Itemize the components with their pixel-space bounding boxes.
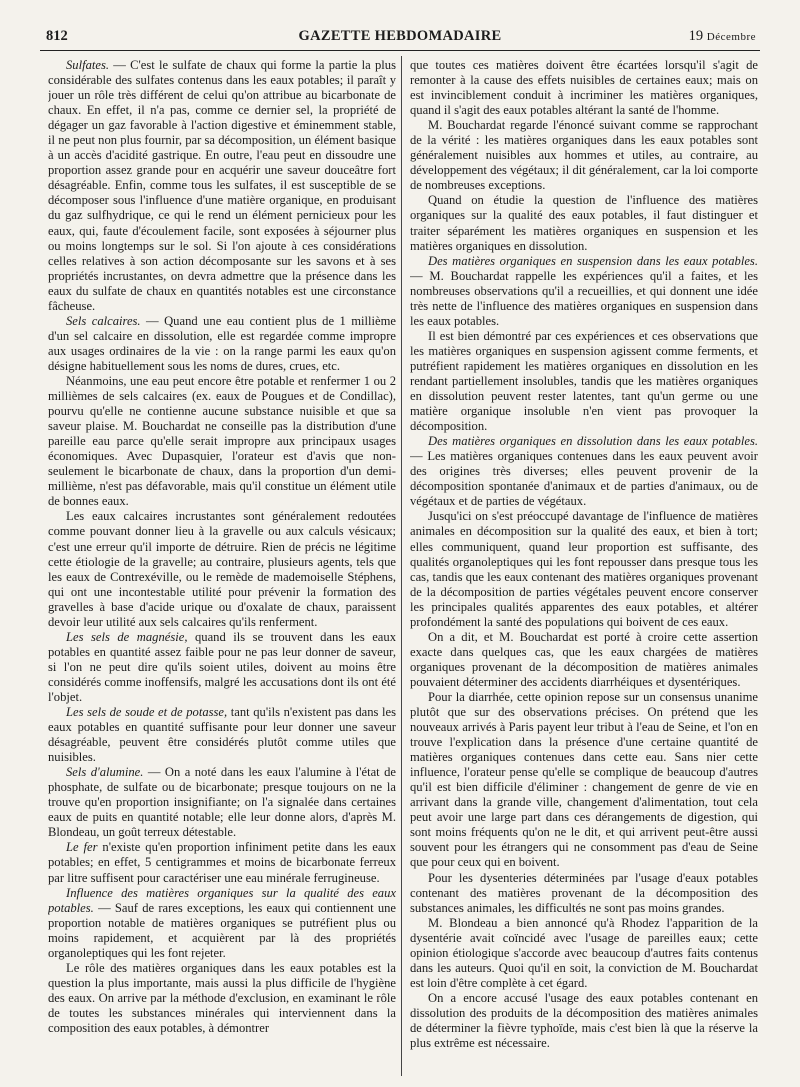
paragraph: M. Blondeau a bien annoncé qu'à Rhodez l'apparition de la dysentérie avait coïncidé avec l'usage de pareilles eaux; cette opinion étiologique s'accorde avec beaucoup d'autres faits contenus dans les auteurs. Quoi qu'il en soit, la conviction de M. Bouchardat est loin d'être complète à cet égard. <box>410 915 758 990</box>
paragraph: Sels calcaires. — Quand une eau contient plus de 1 millième d'un sel calcaire en dissolution, elle est regardée comme impropre aux usages ordinaires de la vie : on la range parmi les eaux qu'on désigne habituellement sous les noms de dures, crues, etc. <box>48 313 396 373</box>
paragraph: Les sels de magnésie, quand ils se trouvent dans les eaux potables en quantité assez faible pour ne pas leur donner de saveur, si l'on ne peut dire qu'ils soient utiles, doivent au moins être considérés comme inoffensifs, malgré les accusations dont ils ont été l'objet. <box>48 629 396 704</box>
paragraph: Sulfates. — C'est le sulfate de chaux qui forme la partie la plus considérable des sulfates contenus dans les eaux potables; il paraît y jouer un rôle très différent de celui qu'on attribue au bicarbonate de chaux. En effet, il n'a pas, comme ce dernier sel, la propriété de dégager un gaz favorable à l'action digestive et éminemment stable, il ne peut non plus fournir, par sa décomposition, un élément basique à un accès d'acidité gastrique. En outre, l'eau peut en dissoudre une proportion assez grande pour en acquérir une saveur douceâtre fort désagréable. Enfin, comme tous les sulfates, il est susceptible de se décomposer sous l'influence d'une matière organique, en produisant du gaz sulfhydrique, ce qui le rend un élément pernicieux pour les eaux, qui, faute d'écoulement facile, sont exposées à séjourner plus ou moins longtemps sur le sol. Si l'on ajoute à ces considérations celles relatives à son action décomposante sur les savons et à ses propriétés incrustantes, on devra admettre que la présence dans les eaux du sulfate de chaux en quantités notables est une circonstance fâcheuse. <box>48 58 396 313</box>
paragraph: Néanmoins, une eau peut encore être potable et renfermer 1 ou 2 millièmes de sels calcaires (ex. eaux de Pougues et de Condillac), pourvu qu'elle ne contienne aucune substance nuisible et que sa saveur plaise. M. Bouchardat ne conseille pas la distribution d'une pareille eau parce qu'elle serait impropre aux principaux usages économiques. Avec Dupasquier, l'orateur est d'avis que non-seulement le bicarbonate de chaux, dans la proportion d'un demi-millième, n'est pas défavorable, mais qu'il constitue un élément utile de bonnes eaux. <box>48 373 396 509</box>
page-number: 812 <box>46 28 68 44</box>
header-rule <box>40 50 760 51</box>
paragraph: Les eaux calcaires incrustantes sont généralement redoutées comme pouvant donner lieu à la gravelle ou aux calculs vésicaux; c'est une erreur qu'il importe de détruire. Rien de précis ne légitime cette étiologie de la gravelle; au contraire, plusieurs agents, tels que les eaux de Contrexéville, ou le remède de mademoiselle Stéphens, qui ont une incontestable utilité pour prévenir la formation des gravelles à base d'acide urique ou d'oxalate de chaux, paraissent devoir leur utilité aux sels calcaires qu'ils renferment. <box>48 509 396 629</box>
left-column <box>48 58 396 1073</box>
issue-month: Décembre <box>706 31 756 43</box>
paragraph: Pour la diarrhée, cette opinion repose sur un consensus unanime plutôt que sur des observations précises. On prétend que les nouveaux arrivés à Paris payent leur tribut à l'eau de Seine, et l'on en trouve l'explication dans la présence d'une certaine quantité de matières organiques contenues dans cette eau. Sans nier cette influence, l'orateur pense qu'elle se complique de beaucoup d'autres qu'il est bien difficile d'éliminer : changement de genre de vie en arrivant dans la grande ville, changement d'alimentation, tout cela peut avoir une large part dans ces dérangements de digestion, qui sont moins fréquents qu'on ne le dit, et qui arrivent peut-être aussi souvent pour les étrangers qui ne consomment pas d'eau de Seine que pour ceux qui en boivent. <box>410 689 758 870</box>
paragraph: Des matières organiques en dissolution dans les eaux potables. — Les matières organiques contenues dans les eaux peuvent avoir des origines très diverses; elles peuvent provenir de la décomposition spontanée d'animaux et de parties d'animaux, ou de végétaux et de parties de végétaux. <box>410 434 758 509</box>
paragraph: Quand on étudie la question de l'influence des matières organiques sur la qualité des eaux potables, il faut distinguer et traiter séparément les matières organiques en suspension et les matières organiques en dissolution. <box>410 193 758 253</box>
paragraph: M. Bouchardat regarde l'énoncé suivant comme se rapprochant de la vérité : les matières organiques dans les eaux potables sont généralement nuisibles aux hommes et utiles, au contraire, au développement des végétaux; il dit généralement, car la loi comporte de nombreuses exceptions. <box>410 118 758 193</box>
paragraph: Il est bien démontré par ces expériences et ces observations que les matières organiques en suspension agissent comme ferments, et putréfient rapidement les matières organiques en dissolution en les rendant partiellement insolubles, tandis que les matières organiques en dissolution peuvent rester latentes, tant qu'un germe ou une matière organique insoluble n'en vient pas provoquer la décomposition. <box>410 328 758 434</box>
paragraph: que toutes ces matières doivent être écartées lorsqu'il s'agit de remonter à la cause des effets nuisibles de certaines eaux; mais on est invinciblement conduit à incriminer les matières organiques, quand il s'agit des eaux potables altérant la santé de l'homme. <box>410 58 758 118</box>
issue-day: 19 <box>688 28 704 44</box>
issue-date <box>689 28 756 45</box>
paragraph: On a encore accusé l'usage des eaux potables contenant en dissolution des produits de la décomposition des matières animales de déterminer la fièvre typhoïde, mais c'est bien là que la réserve la plus extrême est nécessaire. <box>410 990 758 1051</box>
journal-title: GAZETTE HEBDOMADAIRE <box>298 28 502 44</box>
paragraph: On a dit, et M. Bouchardat est porté à croire cette assertion exacte dans quelques cas, que les eaux chargées de matières organiques provenant de la décomposition de matières animales pouvaient déterminer des accidents diarrhéiques et dysentériques. <box>410 629 758 689</box>
paragraph: Sels d'alumine. — On a noté dans les eaux l'alumine à l'état de phosphate, de sulfate ou de bicarbonate; presque toujours on ne la trouve qu'en proportion insignifiante; on l'a signalée dans certaines eaux de puits en quantité notable; elle leur donne alors, d'après M. Blondeau, un goût terreux détestable. <box>48 765 396 840</box>
column-divider <box>401 56 402 1076</box>
paragraph: Le rôle des matières organiques dans les eaux potables est la question la plus importante, mais aussi la plus difficile de l'hygiène des eaux. On arrive par la méthode d'exclusion, en examinant le rôle de toutes les substances minérales qui interviennent dans la composition des eaux potables, à démontrer <box>48 960 396 1035</box>
right-column <box>410 58 758 1073</box>
paragraph: Les sels de soude et de potasse, tant qu'ils n'existent pas dans les eaux potables en quantité suffisante pour leur donner une saveur désagréable, peuvent être considérés plutôt comme utiles que nuisibles. <box>48 705 396 765</box>
paragraph: Des matières organiques en suspension dans les eaux potables. — M. Bouchardat rappelle les expériences qu'il a faites, et les nombreuses observations qu'il a recueillies, et qui donnent une idée très nette de l'influence des matières organiques en suspension dans les eaux potables. <box>410 253 758 328</box>
paragraph: Jusqu'ici on s'est préoccupé davantage de l'influence de matières animales en décomposition sur la qualité des eaux, et bien à tort; elles communiquent, quand leur proportion est suffisante, des qualités organoleptiques qui les font repousser dans presque tous les cas, tandis que les eaux contenant des matières organiques provenant de la décomposition de parties végétales peuvent encore conserver les principales qualités apparentes des eaux potables, et altérer profondément la santé des populations qui boivent de ces eaux. <box>410 509 758 629</box>
page-header <box>40 28 760 50</box>
paragraph: Influence des matières organiques sur la qualité des eaux potables. — Sauf de rares exceptions, les eaux qui contiennent une proportion notable de matières organiques se putréfient plus ou moins rapidement, et acquièrent par là des propriétés organoleptiques qui les font rejeter. <box>48 885 396 960</box>
paragraph: Le fer n'existe qu'en proportion infiniment petite dans les eaux potables; en effet, 5 centigrammes et moins de bicarbonate ferreux par litre suffisent pour caractériser une eau minérale ferrugineuse. <box>48 840 396 885</box>
paragraph: Pour les dysenteries déterminées par l'usage d'eaux potables contenant des matières provenant de la décomposition des substances animales, les difficultés ne sont pas moins grandes. <box>410 870 758 915</box>
